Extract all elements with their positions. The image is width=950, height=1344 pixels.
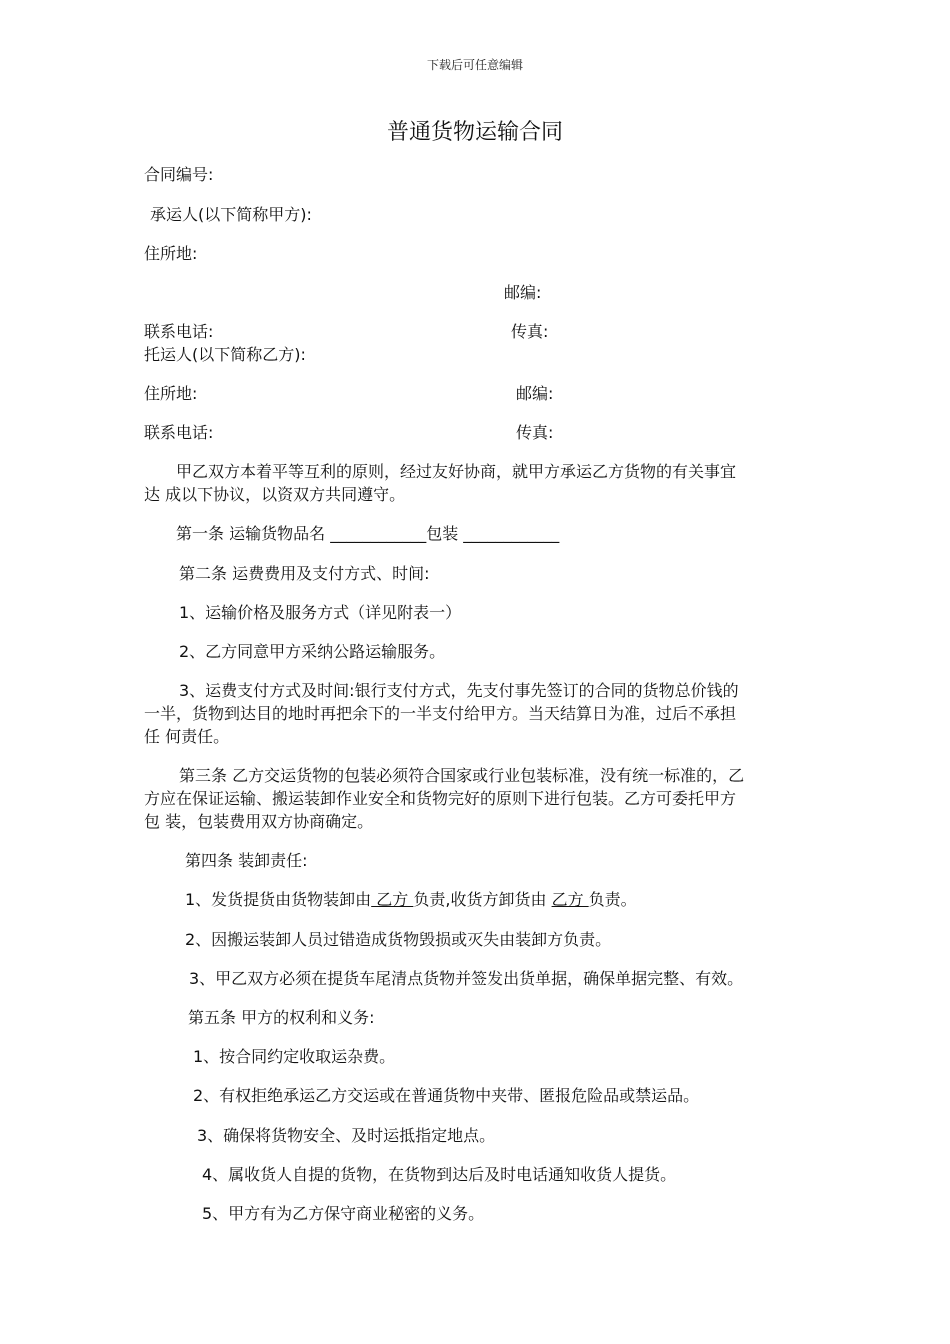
carrier-phone-label: 联系电话: (144, 322, 214, 341)
article-1-packaging-label: 包装 (426, 524, 464, 543)
article-4-item-1-text-c: 负责。 (588, 890, 637, 909)
loading-party-1: 乙方 (371, 890, 414, 909)
header-note: 下载后可任意编辑 (426, 58, 523, 72)
loading-party-2: 乙方 (551, 890, 589, 909)
article-3-line-2: 方应在保证运输、搬运装卸作业安全和货物完好的原则下进行包装。乙方可委托甲方 (144, 789, 737, 808)
intro-line-1: 甲乙双方本着平等互利的原则，经过友好协商，就甲方承运乙方货物的有关事宜 (176, 462, 737, 481)
goods-name-blank: ____________ (330, 524, 427, 543)
carrier-fax-label: 传真: (511, 322, 549, 341)
article-2-item-3-line-1: 3、运费支付方式及时间:银行支付方式，先支付事先签订的合同的货物总价钱的 (179, 681, 739, 700)
article-2-item-3-line-2: 一半，货物到达目的地时再把余下的一半支付给甲方。当天结算日为准，过后不承担 (144, 704, 737, 723)
article-4-item-1-text-b: 负责,收货方卸货由 (413, 890, 552, 909)
article-5-heading: 第五条 甲方的权利和义务: (188, 1008, 375, 1027)
article-4-item-1 (185, 888, 637, 912)
article-1 (176, 522, 559, 546)
article-1-prefix: 第一条 运输货物品名 (176, 524, 331, 543)
shipper-address-label: 住所地: (144, 384, 198, 403)
article-5-item-5: 5、甲方有为乙方保守商业秘密的义务。 (202, 1204, 485, 1223)
shipper-label: 托运人(以下简称乙方): (144, 345, 306, 364)
packaging-blank: ____________ (463, 524, 560, 543)
article-4-item-3: 3、甲乙双方必须在提货车尾清点货物并签发出货单据，确保单据完整、有效。 (189, 969, 744, 988)
article-3-line-3: 包 装，包装费用双方协商确定。 (144, 812, 374, 831)
article-2-item-3-line-3: 任 何责任。 (144, 727, 230, 746)
article-5-item-2: 2、有权拒绝承运乙方交运或在普通货物中夹带、匿报危险品或禁运品。 (193, 1086, 700, 1105)
carrier-address-label: 住所地: (144, 244, 198, 263)
carrier-postcode-label: 邮编: (504, 283, 542, 302)
article-5-item-3: 3、确保将货物安全、及时运抵指定地点。 (197, 1126, 496, 1145)
shipper-fax-label: 传真: (516, 423, 554, 442)
shipper-postcode-label: 邮编: (516, 384, 554, 403)
article-2-item-1: 1、运输价格及服务方式（详见附表一） (179, 603, 462, 622)
article-4-item-1-text-a: 1、发货提货由货物装卸由 (185, 890, 372, 909)
article-4-item-2: 2、因搬运装卸人员过错造成货物毁损或灭失由装卸方负责。 (185, 930, 612, 949)
article-2-item-2: 2、乙方同意甲方采纳公路运输服务。 (179, 642, 446, 661)
intro-line-2: 达 成以下协议，以资双方共同遵守。 (144, 485, 406, 504)
carrier-label: 承运人(以下简称甲方): (150, 205, 312, 224)
document-title: 普通货物运输合同 (386, 120, 563, 145)
article-4-heading: 第四条 装卸责任: (185, 851, 308, 870)
article-2-heading: 第二条 运费费用及支付方式、时间: (179, 564, 430, 583)
shipper-phone-label: 联系电话: (144, 423, 214, 442)
article-5-item-1: 1、按合同约定收取运杂费。 (193, 1047, 396, 1066)
article-5-item-4: 4、属收货人自提的货物，在货物到达后及时电话通知收货人提货。 (202, 1165, 677, 1184)
article-3-line-1: 第三条 乙方交运货物的包装必须符合国家或行业包装标准，没有统一标准的，乙 (179, 766, 745, 785)
contract-number-label: 合同编号: (144, 165, 214, 184)
